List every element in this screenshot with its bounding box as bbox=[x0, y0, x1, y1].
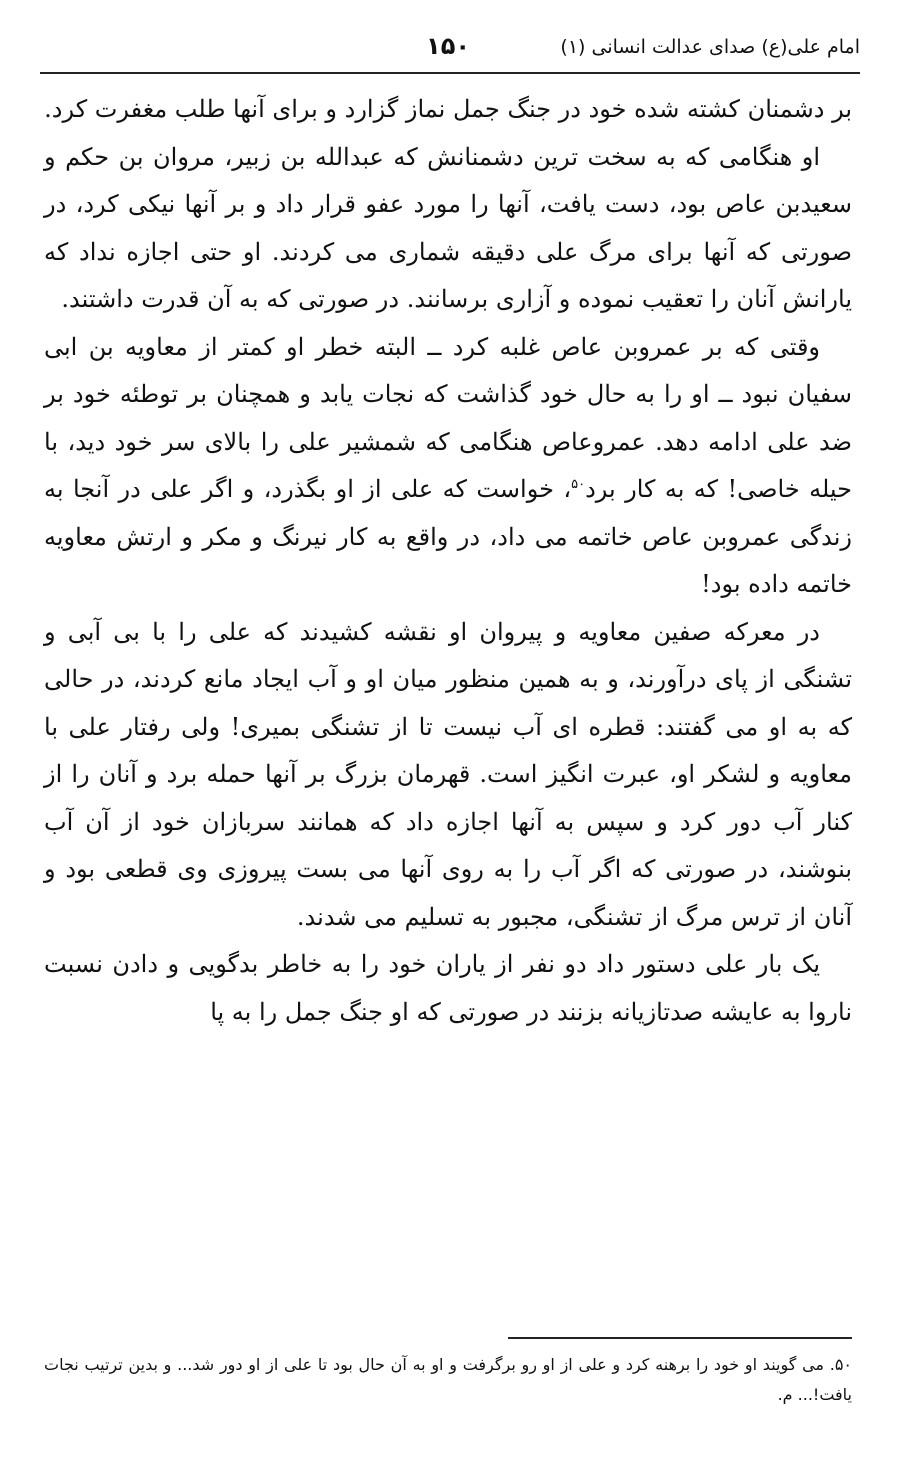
footnote-reference[interactable]: ۵۰ bbox=[571, 477, 586, 492]
footnote-text: ۵۰. می گویند او خود را برهنه کرد و علی از او رو برگرفت و او به آن حال بود تا علی از او دور شد... و بدین ترتیب نجات یافت!... م. bbox=[44, 1355, 852, 1404]
body-text bbox=[44, 86, 852, 1036]
footnote-divider bbox=[508, 1337, 852, 1339]
running-title: امام علی(ع) صدای عدالت انسانی (۱) bbox=[560, 36, 860, 58]
paragraph-siffin: در معرکه صفین معاویه و پیروان او نقشه کشیدند که علی را با بی آبی و تشنگی از پای درآورند، و به همین منظور میان او و آب ایجاد مانع کردند، در حالی که به او می گفتند: قطره ای آب نیست تا از تشنگی بمیری! ولی رفتار علی با معاویه و لشکر او، عبرت انگیز است. قهرمان بزرگ بر آنها حمله برد و آنان را از کنار آب دور کرد و سپس به آنها اجازه داد که همانند سربازان خود از آن آب بنوشند، در صورتی که اگر آب را به روی آنها می بست پیروزی وی قطعی بود و آنان از ترس مرگ از تشنگی، مجبور به تسلیم می شدند. bbox=[44, 617, 852, 931]
page-number: ۱۵۰ bbox=[426, 32, 470, 60]
paragraph-text-before-ref: وقتی که بر عمروبن عاص غلبه کرد ــ البته خطر او کمتر از معاویه بن ابی سفیان نبود ــ او را به حال خود گذاشت که نجات یابد و همچنان بر توطئه خود بر ضد علی ادامه دهد. عمروعاص هنگامی که شمشیر علی را بالای سر خود دید، با حیله خاصی! که به کار برد bbox=[44, 332, 852, 503]
page-header bbox=[40, 28, 860, 72]
paragraph-forgiveness: او هنگامی که به سخت ترین دشمنانش که عبدالله بن زبیر، مروان بن حکم و سعیدبن عاص بود، دست یافت، آنها را مورد عفو قرار داد و بر آنها نیکی کرد، در صورتی که آنها برای مرگ علی دقیقه شماری می کردند. او حتی اجازه نداد که یارانش آنان را تعقیب نموده و آزاری برسانند. در صورتی که به آن قدرت داشتند. bbox=[44, 142, 852, 313]
paragraph-text-after-ref: ، خواست که علی از او بگذرد، و اگر علی در آنجا به زندگی عمروبن عاص خاتمه می داد، در واقع به کار نیرنگ و مکر و ارتش معاویه خاتمه داده بود! bbox=[44, 475, 852, 598]
paragraph-continued: بر دشمنان کشته شده خود در جنگ جمل نماز گزارد و برای آنها طلب مغفرت کرد. bbox=[44, 95, 852, 123]
paragraph-amr-ibn-as bbox=[44, 324, 852, 609]
paragraph-aisha: یک بار علی دستور داد دو نفر از یاران خود را به خاطر بدگویی و دادن نسبت ناروا به عایشه صدتازیانه بزنند در صورتی که او جنگ جمل را به پا bbox=[44, 950, 852, 1026]
header-divider bbox=[40, 72, 860, 74]
footnote bbox=[44, 1350, 852, 1410]
